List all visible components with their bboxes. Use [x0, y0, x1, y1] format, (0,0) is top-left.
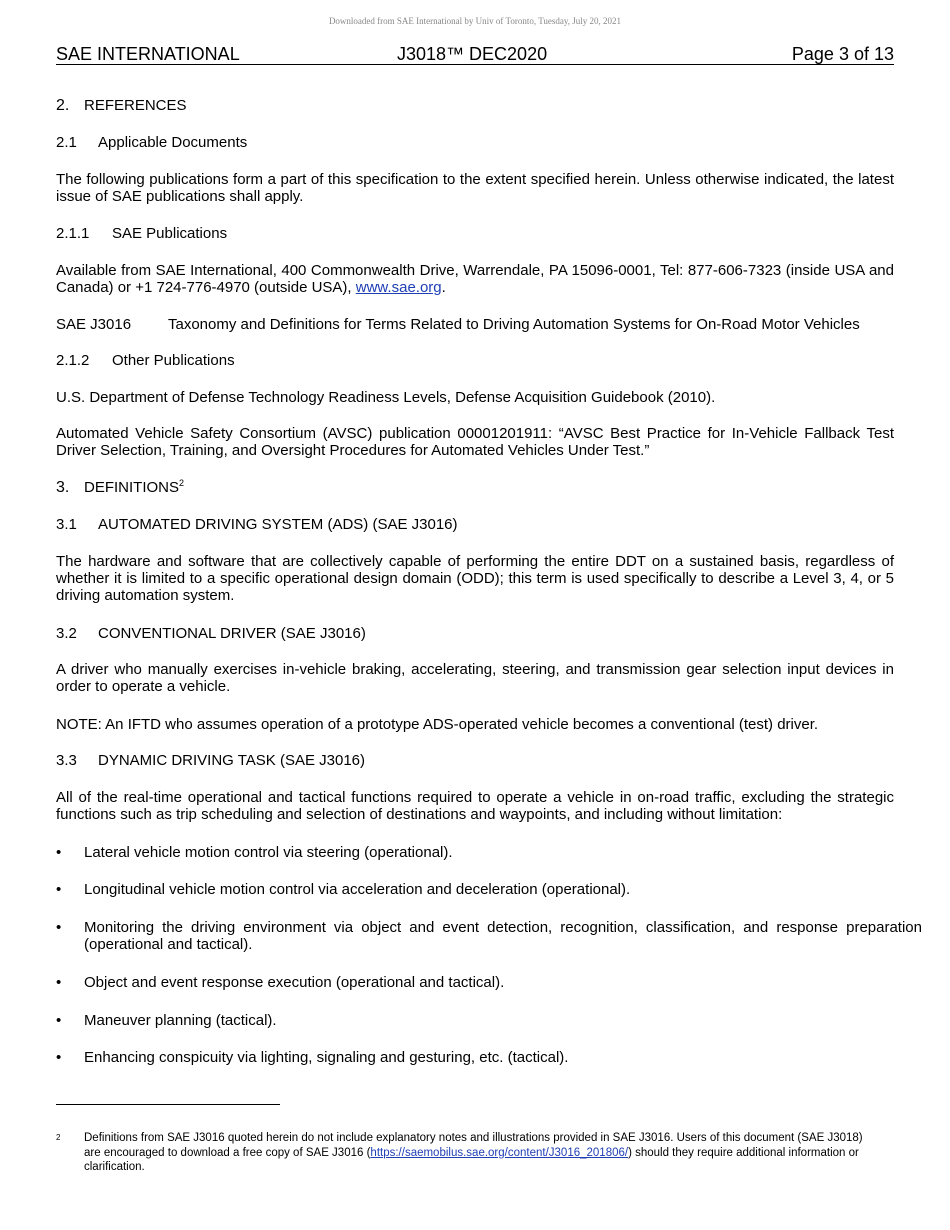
section-3-2-heading	[56, 625, 894, 642]
other-publication-avsc: Automated Vehicle Safety Consortium (AVSC) publication 00001201911: “AVSC Best Practice for In-Vehicle Fallback Test Driver Selection, Training, and Oversight Procedures for Automated Vehicles Under Test.”	[56, 425, 894, 459]
bullet-icon: •	[56, 919, 62, 936]
section-3-3-paragraph: All of the real-time operational and tactical functions required to operate a vehicle in on-road traffic, excluding the strategic functions such as trip scheduling and selection of destinations and waypoints, and including without limitation:	[56, 789, 894, 823]
other-publication-dod: U.S. Department of Defense Technology Readiness Levels, Defense Acquisition Guidebook (2010).	[56, 389, 716, 406]
header-organization: SAE INTERNATIONAL	[56, 44, 240, 64]
section-title: Applicable Documents	[98, 134, 248, 151]
section-number: 3.3	[56, 752, 77, 769]
page-header	[56, 44, 894, 65]
list-item	[56, 974, 922, 991]
footnote-divider	[56, 1104, 280, 1105]
bullet-icon: •	[56, 881, 62, 898]
list-item-text: Longitudinal vehicle motion control via acceleration and deceleration (operational).	[84, 881, 631, 898]
list-item-text: Lateral vehicle motion control via steering (operational).	[84, 844, 453, 861]
section-title: DEFINITIONS	[84, 479, 180, 496]
list-item-text: Monitoring the driving environment via object and event detection, recognition, classification, and response preparation (operational and tactical).	[84, 919, 922, 953]
section-number: 2.1	[56, 134, 77, 151]
section-number: 2.	[56, 97, 70, 114]
reference-code: SAE J3016	[56, 316, 132, 333]
reference-title: Taxonomy and Definitions for Terms Related to Driving Automation Systems for On-Road Motor Vehicles	[168, 316, 860, 333]
bullet-icon: •	[56, 1012, 62, 1029]
list-item	[56, 881, 922, 898]
section-2-heading	[56, 97, 894, 114]
download-notice: Downloaded from SAE International by Univ of Toronto, Tuesday, July 20, 2021	[328, 16, 622, 26]
section-title: SAE Publications	[112, 225, 228, 242]
section-3-3-heading	[56, 752, 894, 769]
section-3-1-heading	[56, 516, 894, 533]
section-title: DYNAMIC DRIVING TASK (SAE J3016)	[98, 752, 366, 769]
list-item	[56, 1012, 922, 1029]
section-title: CONVENTIONAL DRIVER (SAE J3016)	[98, 625, 366, 642]
section-2-1-1-heading	[56, 225, 894, 242]
reference-sae-j3016	[56, 316, 894, 333]
availability-tail: .	[441, 279, 446, 296]
list-item-text: Maneuver planning (tactical).	[84, 1012, 277, 1029]
header-page-number: Page 3 of 13	[791, 44, 894, 64]
section-3-2-paragraph: A driver who manually exercises in-vehicle braking, accelerating, steering, and transmission gear selection input devices in order to operate a vehicle.	[56, 661, 894, 695]
section-3-2-note: NOTE: An IFTD who assumes operation of a prototype ADS-operated vehicle becomes a conventional (test) driver.	[56, 716, 819, 733]
footnote-text	[84, 1131, 864, 1175]
bullet-icon: •	[56, 844, 62, 861]
section-2-1-2-heading	[56, 352, 894, 369]
section-number: 3.1	[56, 516, 77, 533]
footnote-number: 2	[56, 1133, 61, 1142]
bullet-icon: •	[56, 974, 62, 991]
sae-availability-paragraph	[56, 262, 894, 296]
availability-text: Available from SAE International, 400 Commonwealth Drive, Warrendale, PA 15096-0001, Tel: 877-606-7323 (inside USA and Canada) or +1 724-776-4970 (outside USA),	[56, 262, 894, 296]
section-number: 2.1.2	[56, 352, 90, 369]
header-document-id: J3018™ DEC2020	[397, 44, 548, 64]
j3016-download-link[interactable]: https://saemobilus.sae.org/content/J3016_201806/	[370, 1146, 629, 1159]
sae-website-link[interactable]: www.sae.org	[355, 279, 442, 296]
section-title: REFERENCES	[84, 97, 187, 114]
list-item	[56, 919, 922, 953]
footnote-reference: 2	[179, 478, 185, 488]
footnote-body: Definitions from SAE J3016 quoted herein do not include explanatory notes and illustrations provided in SAE J3016. Users of this document (SAE J3018) are encouraged to download a free copy of SAE J3016 (	[84, 1132, 863, 1159]
list-item-text: Object and event response execution (operational and tactical).	[84, 974, 505, 991]
section-title: AUTOMATED DRIVING SYSTEM (ADS) (SAE J3016)	[98, 516, 458, 533]
section-2-1-paragraph: The following publications form a part of this specification to the extent specified herein. Unless otherwise indicated, the latest issue of SAE publications shall apply.	[56, 171, 894, 205]
section-title: Other Publications	[112, 352, 235, 369]
list-item	[56, 1049, 922, 1066]
section-number: 3.2	[56, 625, 77, 642]
section-2-1-heading	[56, 134, 894, 151]
section-number: 3.	[56, 479, 70, 496]
section-3-heading	[56, 479, 894, 496]
footnote	[56, 1131, 894, 1175]
list-item	[56, 844, 922, 861]
section-3-1-paragraph: The hardware and software that are collectively capable of performing the entire DDT on a sustained basis, regardless of whether it is limited to a specific operational design domain (ODD); this term is used specifically to describe a Level 3, 4, or 5 driving automation system.	[56, 553, 894, 604]
section-number: 2.1.1	[56, 225, 90, 242]
list-item-text: Enhancing conspicuity via lighting, signaling and gesturing, etc. (tactical).	[84, 1049, 569, 1066]
bullet-icon: •	[56, 1049, 62, 1066]
footnote-tail: ) should they require additional information or clarification.	[84, 1146, 859, 1173]
